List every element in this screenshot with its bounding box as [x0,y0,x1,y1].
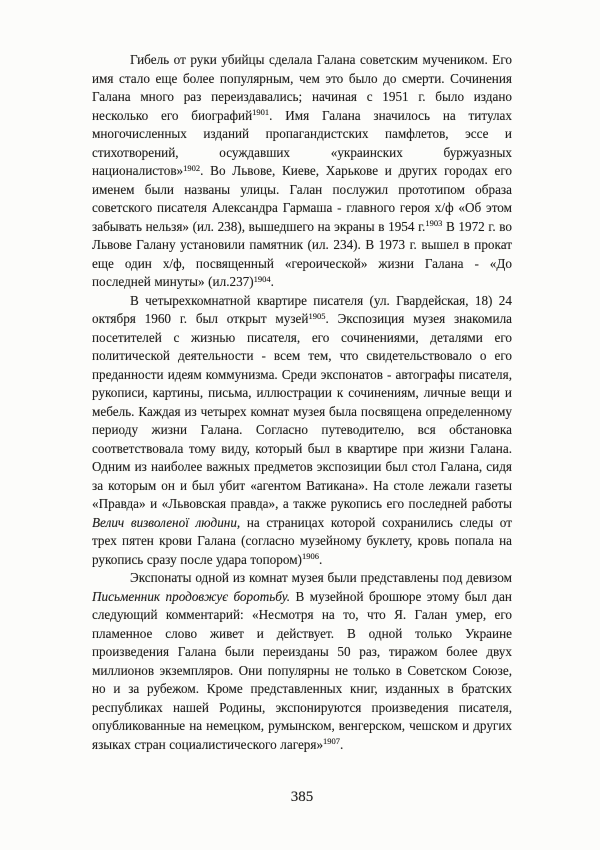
footnote-ref: 1906 [301,551,319,561]
footnote-ref: 1904 [253,273,271,284]
text-run: . Имя Галана значилось на титулах многочисленных изданий пропагандистских памфлетов, эссе и стихотворений, осуждавших «украинских буржуазных националистов» [92,107,512,178]
footnote-ref: 1907 [323,736,341,746]
footnote-ref: 1903 [425,218,443,228]
text-block [92,51,512,754]
text-run: В 1972 г. во Львове Галану установили памятник (ил. 234). В 1973 г. вышел в прокат еще один х/ф, посвященный «героической» жизни Галана - «До последней минуты» (ил.237) [92,218,512,289]
text-run: . [318,551,323,567]
text-run: . [340,736,344,752]
paragraph [92,569,512,754]
text-run: В музейной брошюре этому был дан следующий комментарий: «Несмотря на то, что Я. Галан умер, его пламенное слово живет и действует. В одной только Украине произведения Галана были переизданы 50 раз, тиражом более двух миллионов экземпляров. Они популярны не только в Советском Союзе, но и за рубежом. Кроме представленных книг, изданных в братских республиках нашей Родины, экспонируются произведения писателя, опубликованные на немецком, румынском, венгерском, чешском и других языках стран социалистического лагеря» [92,588,512,752]
italic-phrase: Письменник продовжує боротьбу. [92,588,291,604]
page-number: 385 [290,789,314,805]
footnote-ref: 1901 [252,107,270,117]
text-run: на страницах которой сохранились следы от трех пятен крови Галана (согласно музейному буклету, кровь попала на рукопись сразу после удара топором) [92,514,512,567]
text-run: В четырехкомнатной квартире писателя (ул. Гвардейская, 18) 24 октября 1960 г. был открыт музей [92,292,512,326]
text-run: . Экспозиция музея знакомила посетителей с жизнью писателя, его сочинениями, деталями его политической деятельности - всем тем, что свидетельствовало о его преданности идеям коммунизма. Среди экспонатов - автографы писателя, рукописи, картины, письма, иллюстрации к сочинениям, личные вещи и мебель. Каждая из четырех комнат музея была посвящена определенному периоду жизни Галана. Согласно путеводителю, вся обстановка соответствовала тому виду, который был в квартире при жизни Галана. Одним из наиболее важных предметов экспозиции был стол Галана, сидя за которым он и был убит «агентом Ватикана». На столе лежали газеты «Правда» и «Львовская правда», а также рукопись его последней работы [92,311,513,511]
paragraph [92,51,512,292]
text-run: . Во Львове, Киеве, Харькове и других городах его именем были названы улицы. Галан послужил прототипом образа советского писателя Александра Гармаша - главного героя х/ф «Об этом забывать нельзя» (ил. 238), вышедшего на экраны в 1954 г. [92,163,512,234]
footnote-ref: 1902 [183,162,201,173]
paragraph [92,292,512,570]
text-run: Экспонаты одной из комнат музея были представлены под девизом [130,570,512,585]
italic-phrase: Велич визволеної людини, [92,514,241,530]
text-run: Гибель от руки убийцы сделала Галана советским мучеником. Его имя стало еще более популярным, чем это было до смерти. Сочинения Галана много раз переиздавались; начиная с 1951 г. было издано несколько его биографий [92,52,512,123]
text-run: . [270,274,274,289]
footnote-ref: 1905 [308,310,326,321]
